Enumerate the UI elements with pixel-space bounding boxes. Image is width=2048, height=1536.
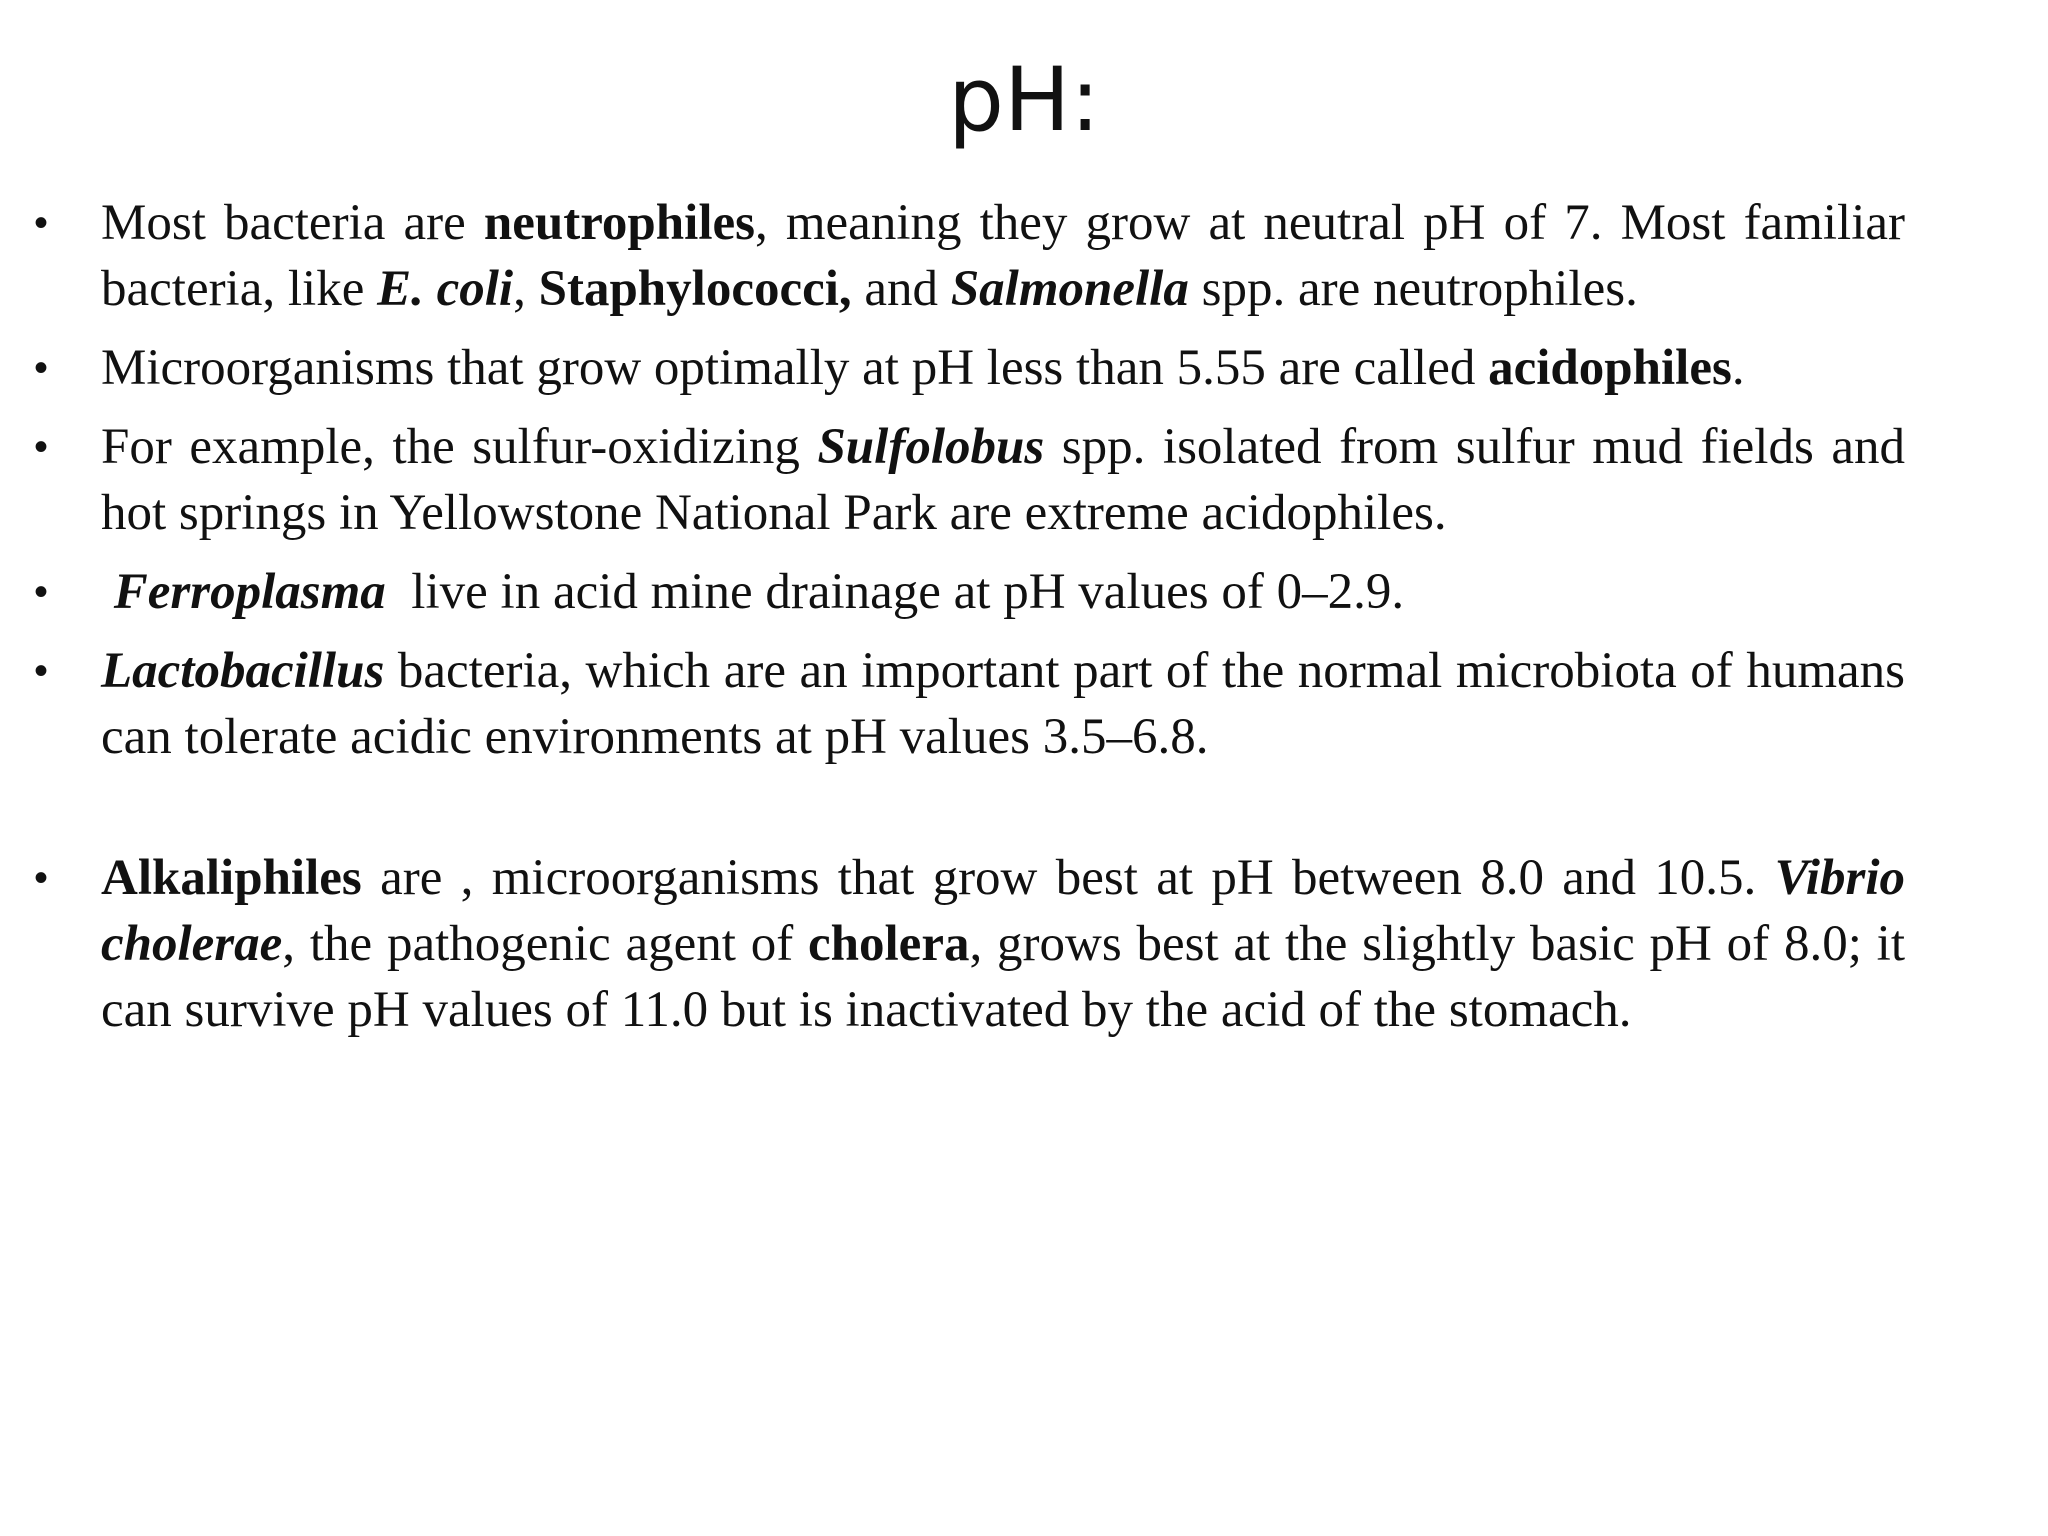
text-run: bacteria, which are an important part of the normal microbiota of humans can tolerate acidic environments at pH values 3.5–6.8. (101, 643, 1905, 765)
term-neutrophiles: neutrophiles (483, 195, 755, 251)
bullet-marker: • (34, 425, 49, 469)
bullet-neutrophiles (0, 190, 1905, 322)
text-run: , grows best at the slightly basic pH of 8.0; it can survive pH values of 11.0 but is inactivated by the acid of the stomach. (101, 916, 1905, 1038)
species-e-coli: E. coli (377, 261, 514, 317)
text-run: , (513, 261, 539, 317)
text-run: are , microorganisms that grow best at pH between 8.0 and 10.5. (361, 850, 1775, 906)
bullet-marker: • (34, 346, 49, 390)
text-run: live in acid mine drainage at pH values of 0–2.9. (385, 564, 1405, 620)
text-run: spp. are neutrophiles. (1188, 261, 1638, 317)
bullet-list (0, 190, 2048, 1056)
species-salmonella: Salmonella (950, 261, 1189, 317)
slide-title: pH: (948, 48, 1100, 151)
text-run: Microorganisms that grow optimally at pH less than 5.55 are called (101, 340, 1489, 396)
text-run: . (1731, 340, 1745, 396)
species-ferroplasma: Ferroplasma (101, 564, 386, 620)
text-run: and (851, 261, 951, 317)
text-run: For example, the sulfur-oxidizing (101, 419, 818, 475)
bullet-marker: • (34, 570, 49, 614)
species-sulfolobus: Sulfolobus (817, 419, 1045, 475)
bullet-alkaliphiles (0, 845, 1905, 1043)
species-lactobacillus: Lactobacillus (101, 643, 385, 699)
term-staphylococci: Staphylococci, (538, 261, 852, 317)
species-vibrio-cholerae: Vibrio cholerae (101, 850, 1905, 972)
term-cholera: cholera (808, 916, 970, 972)
bullet-acidophiles (0, 335, 1905, 401)
term-alkaliphiles: Alkaliphiles (101, 850, 362, 906)
bullet-marker: • (34, 856, 49, 900)
bullet-lactobacillus (0, 638, 1905, 770)
text-run: Most bacteria are (101, 195, 484, 251)
text-run: , the pathogenic agent of (282, 916, 809, 972)
text-run: , meaning they grow at neutral pH of 7. Most familiar bacteria, like (101, 195, 1905, 317)
bullet-ferroplasma (0, 559, 1905, 625)
bullet-sulfolobus (0, 414, 1905, 546)
term-acidophiles: acidophiles (1488, 340, 1732, 396)
bullet-marker: • (34, 649, 49, 693)
text-run: spp. isolated from sulfur mud fields and hot springs in Yellowstone National Park are extreme acidophiles. (101, 419, 1905, 541)
bullet-marker: • (34, 201, 49, 245)
